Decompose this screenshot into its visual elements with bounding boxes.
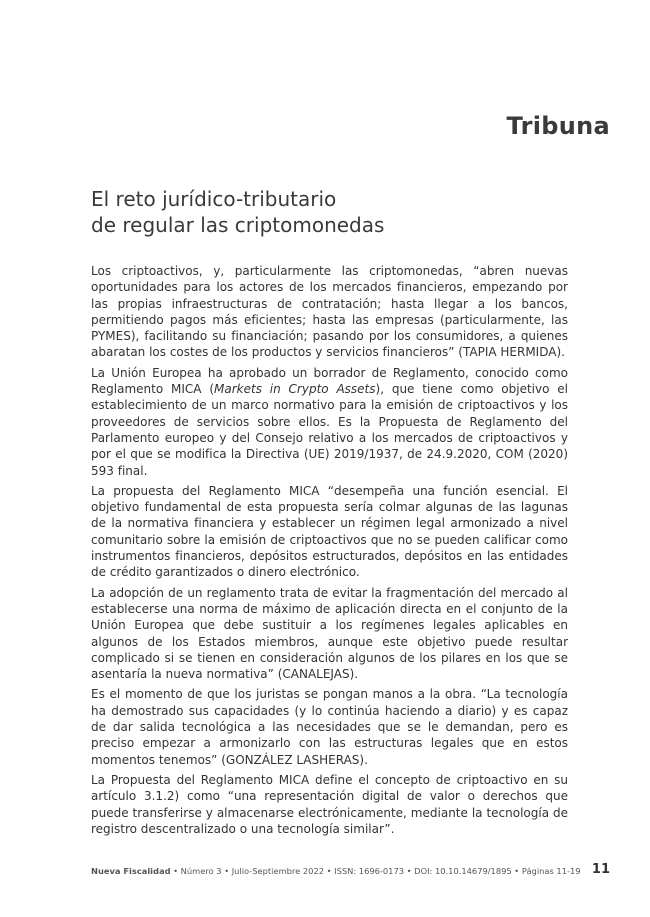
article-body: [91, 263, 568, 841]
footer-citation: [91, 866, 611, 876]
page-number: 11: [591, 862, 610, 877]
article-title-line-1: El reto jurídico-tributario: [91, 187, 337, 211]
paragraph-4: La adopción de un reglamento trata de evitar la fragmentación del mercado al establecerse una norma de máximo de aplicación directa en el conjunto de la Unión Europea que debe sustituir a los regímenes legales aplicables en algunos de los Estados miembros, aunque este objetivo puede resultar complicado si se tienen en consideración algunos de los pilares en los que se asentaría la nueva normativa” (CANALEJAS).: [91, 585, 568, 682]
paragraph-2-italic: Markets in Crypto Assets: [214, 382, 376, 397]
paragraph-2: [91, 365, 568, 479]
paragraph-5: Es el momento de que los juristas se pongan manos a la obra. “La tecnología ha demostrado sus capacidades (y lo continúa haciendo a diario) y es capaz de dar salida tecnológica a las necesidades que se le demandan, pero es preciso empezar a armonizarlo con las estructuras legales que en estos momentos tenemos” (GONZÁLEZ LASHERAS).: [91, 687, 568, 767]
section-label: Tribuna: [506, 112, 610, 140]
paragraph-6: La Propuesta del Reglamento MICA define el concepto de criptoactivo en su artículo 3.1.2) como “una representación digital de valor o derechos que puede transferirse y almacenarse electrónicamente, mediante la tecnología de registro descentralizado o una tecnología similar”.: [91, 772, 568, 836]
article-title: [91, 186, 571, 238]
paragraph-3: La propuesta del Reglamento MICA “desempeña una función esencial. El objetivo fundamental de esta propuesta sería colmar algunas de las lagunas de la normativa financiera y establecer un régimen legal armonizado a nivel comunitario sobre la emisión de criptoactivos que no se pueden calificar como instrumentos financieros, depósitos estructurados, depósitos en las entidades de crédito garantizados o dinero electrónico.: [91, 483, 568, 580]
paragraph-2-part-1: La Unión Europea ha aprobado un borrador de Reglamento, conocido como Reglamento MICA (: [91, 365, 568, 397]
footer-journal-name: Nueva Fiscalidad: [91, 866, 171, 876]
paragraph-2-part-2: ), que tiene como objetivo el establecimiento de un marco normativo para la emisión de criptoactivos y los proveedores de servicios sobre ellos. Es la Propuesta de Reglamento del Parlamento europeo y del Consejo relativo a los mercados de criptoactivos y por el que se modifica la Directiva (UE) 2019/1937, de 24.9.2020, COM (2020) 593 final.: [91, 382, 568, 478]
article-title-line-2: de regular las criptomonedas: [91, 213, 385, 237]
paragraph-1: Los criptoactivos, y, particularmente las criptomonedas, “abren nuevas oportunidades para los actores de los mercados financieros, empezando por las propias infraestructuras de contratación; hasta llegar a los bancos, permitiendo pagos más eficientes; hasta las empresas (particularmente, las PYMES), facilitando su financiación; pasando por los consumidores, a quienes abaratan los costes de los productos y servicios financieros” (TAPIA HERMIDA).: [91, 264, 568, 360]
footer-details: • Número 3 • Julio-Septiembre 2022 • ISSN: 1696-0173 • DOI: 10.10.14679/1895 • Páginas 11-19: [170, 866, 581, 876]
